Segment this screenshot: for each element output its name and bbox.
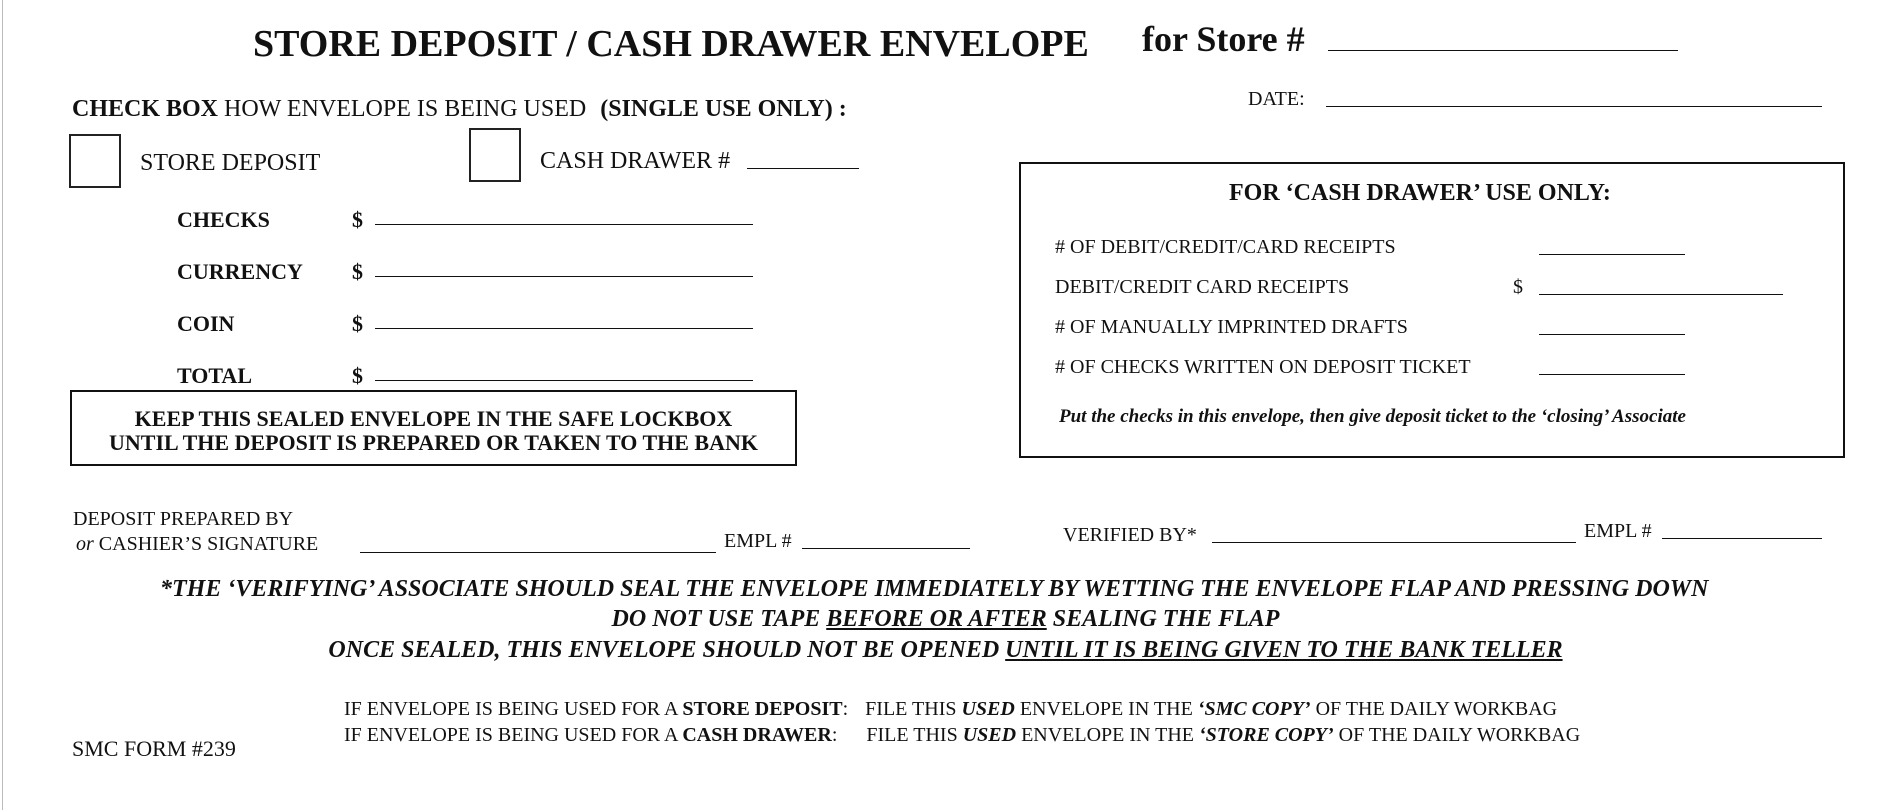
form-title: STORE DEPOSIT / CASH DRAWER ENVELOPE: [253, 23, 1089, 65]
prepared-empl-label: EMPL #: [724, 530, 792, 552]
sealing-flap-text: SEALING THE FLAP: [1052, 606, 1280, 632]
debit-credit-receipt-count-field[interactable]: [1539, 254, 1685, 255]
keep-sealed-line1: KEEP THIS SEALED ENVELOPE IN THE SAFE LOCKBOX: [134, 406, 733, 431]
deposit-ticket-checks-label: # OF CHECKS WRITTEN ON DEPOSIT TICKET: [1055, 356, 1471, 378]
no-tape-warning: [0, 606, 1891, 633]
filing-store-copy: ‘STORE COPY’: [1199, 724, 1334, 746]
filing-used: USED: [961, 698, 1015, 720]
usage-instruction: [72, 96, 847, 123]
total-amount-field[interactable]: [375, 380, 753, 381]
verified-empl-label: EMPL #: [1584, 520, 1652, 542]
checks-currency-symbol: $: [352, 207, 363, 232]
filing-cash-drawer-line: IF ENVELOPE IS BEING USED FOR A CASH DRAWER: FILE THIS USED ENVELOPE IN THE ‘STORE COPY’ OF THE DAILY WORKBAG: [344, 724, 1581, 746]
manual-drafts-field[interactable]: [1539, 334, 1685, 335]
filing-prefix: IF ENVELOPE IS BEING USED FOR A: [344, 698, 678, 720]
debit-credit-receipts-label: DEBIT/CREDIT CARD RECEIPTS: [1055, 276, 1350, 298]
usage-instruction-text: HOW ENVELOPE IS BEING USED: [224, 96, 587, 122]
date-label: DATE:: [1248, 88, 1305, 110]
or-label: or: [76, 533, 94, 555]
page-edge-rule: [2, 0, 3, 810]
currency-currency-symbol: $: [352, 259, 363, 284]
total-label: TOTAL: [177, 363, 252, 388]
filing-of-workbag: OF THE DAILY WORKBAG: [1315, 698, 1558, 720]
cash-drawer-panel-note: Put the checks in this envelope, then give deposit ticket to the ‘closing’ Associate: [1059, 406, 1686, 427]
currency-label: CURRENCY: [177, 259, 303, 284]
debit-credit-receipts-amount-field[interactable]: [1539, 294, 1783, 295]
filing-file-this: FILE THIS: [866, 724, 958, 746]
store-number-label: for Store #: [1142, 19, 1305, 59]
filing-smc-copy: ‘SMC COPY’: [1197, 698, 1311, 720]
filing-of-workbag: OF THE DAILY WORKBAG: [1338, 724, 1581, 746]
do-not-open-warning: [0, 637, 1891, 664]
filing-used: USED: [962, 724, 1017, 746]
single-use-label: (SINGLE USE ONLY) :: [600, 96, 847, 122]
verified-by-field[interactable]: [1212, 542, 1576, 543]
debit-credit-receipt-count-label: # OF DEBIT/CREDIT/CARD RECEIPTS: [1055, 236, 1396, 258]
filing-cash-drawer: CASH DRAWER: [682, 724, 832, 746]
verified-empl-field[interactable]: [1662, 538, 1822, 539]
filing-store-deposit: STORE DEPOSIT: [682, 698, 843, 720]
store-deposit-label: STORE DEPOSIT: [140, 150, 321, 176]
cash-drawer-panel-title: FOR ‘CASH DRAWER’ USE ONLY:: [1229, 180, 1611, 206]
coin-currency-symbol: $: [352, 311, 363, 336]
total-currency-symbol: $: [352, 363, 363, 388]
form-number: SMC FORM #239: [72, 736, 236, 761]
checks-label: CHECKS: [177, 207, 270, 232]
cash-drawer-number-field[interactable]: [747, 168, 859, 169]
filing-envelope-in: ENVELOPE IN THE: [1021, 724, 1195, 746]
date-field[interactable]: [1326, 106, 1822, 107]
deposit-ticket-checks-field[interactable]: [1539, 374, 1685, 375]
checks-amount-field[interactable]: [375, 224, 753, 225]
once-sealed-text: ONCE SEALED, THIS ENVELOPE SHOULD NOT BE OPENED: [328, 637, 1000, 663]
currency-amount-field[interactable]: [375, 276, 753, 277]
cashier-signature-field[interactable]: [360, 552, 716, 553]
filing-envelope-in: ENVELOPE IN THE: [1019, 698, 1193, 720]
check-box-label: CHECK BOX: [72, 96, 219, 122]
keep-sealed-notice: [70, 390, 797, 466]
deposit-prepared-by-label: DEPOSIT PREPARED BY: [73, 508, 294, 530]
cash-drawer-checkbox[interactable]: [469, 128, 521, 182]
coin-amount-field[interactable]: [375, 328, 753, 329]
keep-sealed-line2: UNTIL THE DEPOSIT IS PREPARED OR TAKEN TO THE BANK: [109, 430, 758, 455]
seal-instruction: *THE ‘VERIFYING’ ASSOCIATE SHOULD SEAL THE ENVELOPE IMMEDIATELY BY WETTING THE ENVELOPE FLAP AND PRESSING DOWN: [160, 576, 1709, 602]
coin-label: COIN: [177, 311, 235, 336]
store-number-field[interactable]: [1328, 50, 1678, 51]
filing-file-this: FILE THIS: [865, 698, 957, 720]
filing-store-deposit-line: IF ENVELOPE IS BEING USED FOR A STORE DEPOSIT: FILE THIS USED ENVELOPE IN THE ‘SMC COPY’ OF THE DAILY WORKBAG: [344, 698, 1558, 720]
bank-teller-text: UNTIL IT IS BEING GIVEN TO THE BANK TELLER: [1005, 637, 1563, 663]
cashier-signature-label: [76, 533, 318, 556]
cash-drawer-panel: [1019, 162, 1845, 458]
prepared-empl-field[interactable]: [802, 548, 970, 549]
verified-by-label: VERIFIED BY*: [1063, 524, 1197, 546]
before-after-text: BEFORE OR AFTER: [826, 606, 1047, 632]
manual-drafts-label: # OF MANUALLY IMPRINTED DRAFTS: [1055, 316, 1408, 338]
cash-drawer-label: CASH DRAWER #: [540, 148, 731, 174]
debit-credit-currency-symbol: $: [1513, 276, 1523, 298]
no-tape-text: DO NOT USE TAPE: [611, 606, 821, 632]
filing-prefix: IF ENVELOPE IS BEING USED FOR A: [344, 724, 678, 746]
store-deposit-checkbox[interactable]: [69, 134, 121, 188]
cashier-signature-text: CASHIER’S SIGNATURE: [98, 533, 319, 555]
